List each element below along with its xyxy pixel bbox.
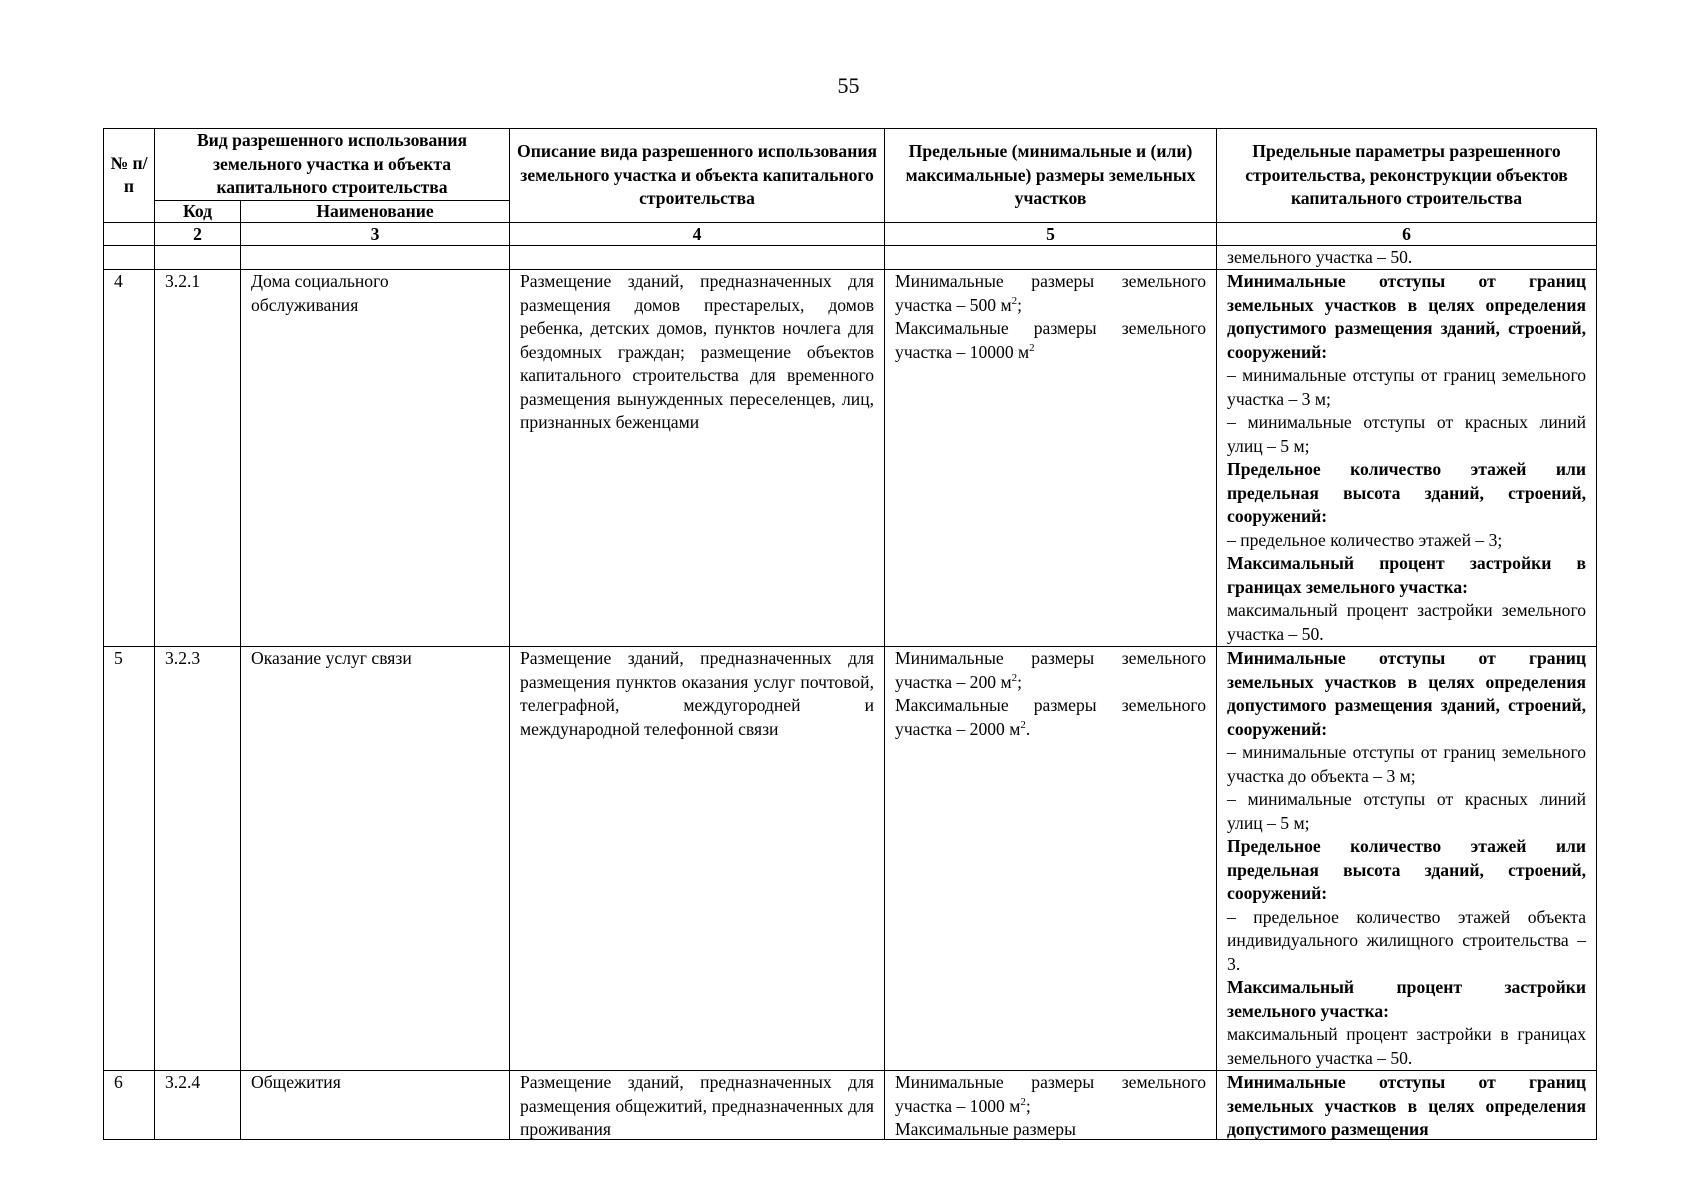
param-text: – предельное количество этажей объекта индивидуального жилищного строительства – 3.	[1227, 906, 1587, 974]
row-name: Дома социального обслуживания	[241, 270, 510, 647]
land-use-table	[103, 128, 1597, 1140]
param-heading: Предельное количество этажей или предельная высота зданий, строений, сооружений:	[1227, 459, 1587, 526]
header-number-blank	[104, 222, 155, 245]
header-number-3: 3	[241, 222, 510, 245]
row-number: 5	[104, 647, 155, 1071]
header-col-code: Код	[155, 200, 241, 222]
row-code: 3.2.4	[155, 1071, 241, 1140]
param-heading: Максимальный процент застройки в границах земельного участка:	[1227, 553, 1587, 597]
header-number-5: 5	[885, 222, 1217, 245]
row-description: Размещение зданий, предназначенных для размещения домов престарелых, домов ребенка, детских домов, пунктов ночлега для бездомных граждан; размещение объектов капитального строительства для временного размещения вынужденных переселенцев, лиц, признанных беженцами	[510, 270, 885, 647]
row-description: Размещение зданий, предназначенных для размещения пунктов оказания услуг почтовой, телеграфной, междугородней и международной телефонной связи	[510, 647, 885, 1071]
param-text: – минимальные отступы от красных линий улиц – 5 м;	[1227, 412, 1587, 456]
row-parameters	[1217, 1071, 1597, 1140]
param-text: – предельное количество этажей – 3;	[1227, 529, 1503, 550]
row-name: Общежития	[241, 1071, 510, 1140]
header-col-use-type: Вид разрешенного использования земельного участка и объекта капитального строительства	[155, 129, 510, 201]
table-row	[104, 270, 1597, 647]
param-heading: Минимальные отступы от границ земельных участков в целях определения допустимого размещения зданий, строений, сооружений:	[1227, 271, 1587, 362]
row-parameters	[1217, 647, 1597, 1071]
table-row	[104, 647, 1597, 1071]
header-number-6: 6	[1217, 222, 1597, 245]
header-col-number: № п/п	[104, 129, 155, 223]
row-plot-size: Минимальные размеры земельного участка – 1000 $м^2$; Максимальные размеры	[885, 1071, 1217, 1140]
param-text: – минимальные отступы от границ земельного участка до объекта – 3 м;	[1227, 742, 1587, 786]
param-text: максимальный процент застройки в границах земельного участка – 50.	[1227, 1024, 1587, 1068]
header-col-description: Описание вида разрешенного использования земельного участка и объекта капитального строительства	[510, 129, 885, 223]
row-description: Размещение зданий, предназначенных для размещения общежитий, предназначенных для проживания	[510, 1071, 885, 1140]
param-heading: Предельное количество этажей или предельная высота зданий, строений, сооружений:	[1227, 836, 1587, 903]
header-col-parameters: Предельные параметры разрешенного строительства, реконструкции объектов капитального строительства	[1217, 129, 1597, 223]
header-col-name: Наименование	[241, 200, 510, 222]
header-number-2: 2	[155, 222, 241, 245]
row-name: Оказание услуг связи	[241, 647, 510, 1071]
row-plot-size: Минимальные размеры земельного участка – 200 $м^2$; Максимальные размеры земельного участка – 2000 $м^2$.	[885, 647, 1217, 1071]
row-number: 4	[104, 270, 155, 647]
row-parameters	[1217, 270, 1597, 647]
page-number: 55	[837, 73, 860, 98]
continuation-text: земельного участка – 50.	[1217, 245, 1597, 270]
row-code: 3.2.3	[155, 647, 241, 1071]
param-heading: Минимальные отступы от границ земельных участков в целях определения допустимого размещения зданий, строений, сооружений:	[1227, 648, 1587, 739]
table-row-continuation	[104, 245, 1597, 270]
header-col-plot-size: Предельные (минимальные и (или) максимальные) размеры земельных участков	[885, 129, 1217, 223]
param-text: – минимальные отступы от границ земельного участка – 3 м;	[1227, 365, 1587, 409]
param-text: – минимальные отступы от красных линий улиц – 5 м;	[1227, 789, 1587, 833]
param-heading: Максимальный процент застройки земельного участка:	[1227, 977, 1587, 1021]
row-plot-size: Минимальные размеры земельного участка – 500 $м^2$; Максимальные размеры земельного участка – 10000 $м^2$	[885, 270, 1217, 647]
row-code: 3.2.1	[155, 270, 241, 647]
param-text: максимальный процент застройки земельного участка – 50.	[1227, 600, 1587, 644]
header-number-4: 4	[510, 222, 885, 245]
table-row	[104, 1071, 1597, 1140]
param-heading: Минимальные отступы от границ земельных участков в целях определения допустимого размещения	[1227, 1072, 1587, 1139]
row-number: 6	[104, 1071, 155, 1140]
